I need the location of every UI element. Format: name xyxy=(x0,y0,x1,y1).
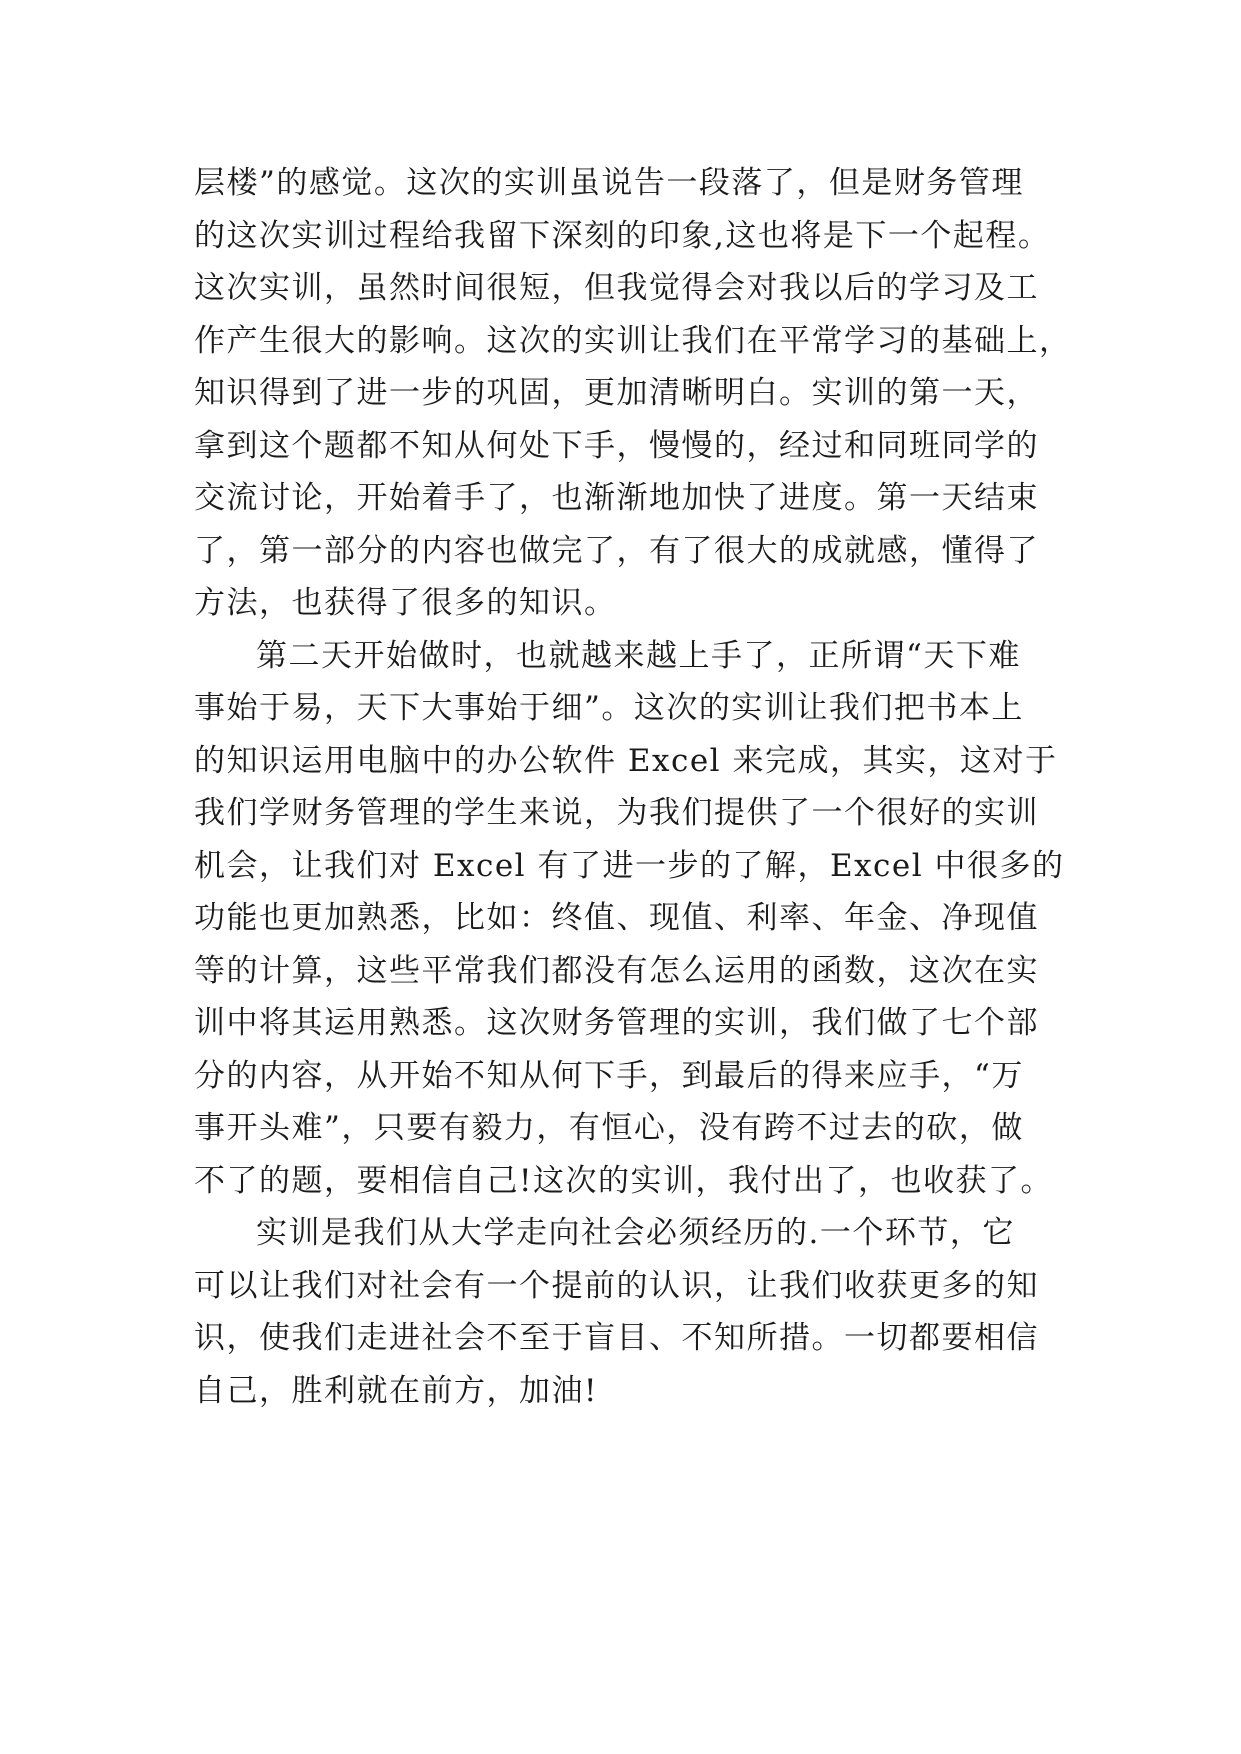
text-line: 可以让我们对社会有一个提前的认识，让我们收获更多的知 xyxy=(194,1267,1039,1304)
body-text xyxy=(194,157,1072,1417)
paragraph-first-line: 第二天开始做时，也就越来越上手了，正所谓“天下难 xyxy=(256,637,1021,674)
text-line: 等的计算，这些平常我们都没有怎么运用的函数，这次在实 xyxy=(194,952,1039,989)
text-line: 这次实训，虽然时间很短，但我觉得会对我以后的学习及工 xyxy=(194,270,1039,306)
text-line: 事开头难”，只要有毅力，有恒心，没有跨不过去的砍，做 xyxy=(194,1110,1024,1146)
paragraph-first-line: 实训是我们从大学走向社会必须经历的.一个环节，它 xyxy=(256,1215,1015,1251)
text-line: 分的内容，从开始不知从何下手，到最后的得来应手，“万 xyxy=(194,1057,1024,1094)
text-line: 拿到这个题都不知从何处下手，慢慢的，经过和同班同学的 xyxy=(194,427,1039,464)
text-line: 知识得到了进一步的巩固，更加清晰明白。实训的第一天， xyxy=(194,375,1039,411)
text-line: 的这次实训过程给我留下深刻的印象,这也将是下一个起程。 xyxy=(194,217,1051,254)
text-line: 层楼”的感觉。这次的实训虽说告一段落了，但是财务管理 xyxy=(194,165,1024,201)
text-line: 事始于易，天下大事始于细”。这次的实训让我们把书本上 xyxy=(194,690,1024,726)
text-line: 作产生很大的影响。这次的实训让我们在平常学习的基础上， xyxy=(194,322,1072,359)
text-line: 识，使我们走进社会不至于盲目、不知所措。一切都要相信 xyxy=(194,1320,1039,1356)
text-line: 了，第一部分的内容也做完了，有了很大的成就感，懂得了 xyxy=(194,532,1039,569)
text-line: 功能也更加熟悉，比如：终值、现值、利率、年金、净现值 xyxy=(194,900,1039,936)
text-line: 机会，让我们对 Excel 有了进一步的了解，Excel 中很多的 xyxy=(194,847,1065,884)
text-line: 交流讨论，开始着手了，也渐渐地加快了进度。第一天结束 xyxy=(194,480,1039,516)
text-line: 方法，也获得了很多的知识。 xyxy=(194,585,617,621)
text-line: 的知识运用电脑中的办公软件 Excel 来完成，其实，这对于 xyxy=(194,742,1058,779)
text-line: 自己，胜利就在前方，加油! xyxy=(194,1372,598,1409)
text-line: 不了的题，要相信自己!这次的实训，我付出了，也收获了。 xyxy=(194,1162,1053,1199)
text-line: 训中将其运用熟悉。这次财务管理的实训，我们做了七个部 xyxy=(194,1005,1039,1041)
text-line: 我们学财务管理的学生来说，为我们提供了一个很好的实训 xyxy=(194,795,1039,831)
